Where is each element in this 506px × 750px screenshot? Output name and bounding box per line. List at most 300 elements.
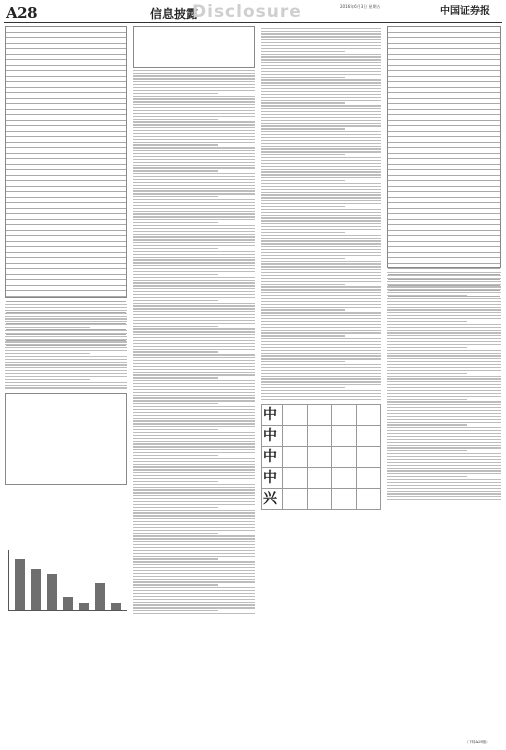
table-rows xyxy=(6,27,126,346)
text-line xyxy=(261,51,345,52)
text-line xyxy=(133,366,255,367)
text-line xyxy=(387,476,467,477)
text-line xyxy=(261,353,381,354)
text-line xyxy=(133,311,255,312)
text-line xyxy=(133,455,218,456)
stock-char: 中 xyxy=(263,406,277,423)
text-line xyxy=(261,177,381,178)
text-line xyxy=(261,169,381,170)
text-line xyxy=(5,382,127,383)
text-line xyxy=(133,144,218,145)
text-line xyxy=(261,384,381,385)
text-line xyxy=(133,268,255,269)
text-line xyxy=(261,192,381,193)
text-line xyxy=(261,373,381,374)
text-line xyxy=(133,446,255,447)
text-line xyxy=(387,327,501,328)
text-line xyxy=(5,359,127,360)
text-line xyxy=(387,445,501,446)
text-line xyxy=(261,36,381,37)
text-line xyxy=(133,121,255,122)
chart-bar xyxy=(95,583,105,610)
text-line xyxy=(261,289,381,290)
text-line xyxy=(133,101,255,102)
text-line xyxy=(133,228,255,229)
text-line xyxy=(133,469,255,470)
masthead-logo: 中国证券报 xyxy=(440,6,490,17)
text-line xyxy=(133,205,255,206)
text-line xyxy=(133,363,255,364)
text-line xyxy=(5,307,127,308)
text-line xyxy=(261,358,381,359)
text-line xyxy=(5,364,127,365)
text-line xyxy=(133,475,255,476)
text-line xyxy=(261,171,381,172)
text-line xyxy=(133,277,255,278)
text-line xyxy=(133,579,255,580)
text-line xyxy=(133,90,255,91)
text-line xyxy=(387,376,501,377)
text-line xyxy=(387,413,501,414)
text-line xyxy=(133,190,255,191)
text-line xyxy=(387,324,501,325)
text-line xyxy=(133,395,255,396)
text-line xyxy=(133,323,255,324)
text-line xyxy=(133,213,255,214)
text-line xyxy=(261,235,381,236)
text-line xyxy=(133,303,255,304)
text-line xyxy=(133,274,218,275)
text-line xyxy=(261,197,381,198)
text-line xyxy=(133,400,255,401)
text-line xyxy=(133,251,255,252)
text-line xyxy=(133,392,255,393)
text-line xyxy=(133,285,255,286)
text-line xyxy=(133,596,255,597)
table-cell xyxy=(283,425,308,446)
text-line xyxy=(133,432,255,433)
text-line xyxy=(133,584,218,585)
text-line xyxy=(261,77,345,78)
text-line xyxy=(261,111,381,112)
text-line xyxy=(133,297,255,298)
table-cell xyxy=(356,446,381,467)
text-line xyxy=(261,367,381,368)
text-line xyxy=(261,332,381,333)
text-line xyxy=(133,452,255,453)
text-line xyxy=(133,245,255,246)
text-line xyxy=(261,361,345,362)
text-line xyxy=(261,62,381,63)
text-line xyxy=(387,496,501,497)
table-cell xyxy=(283,404,308,425)
text-line xyxy=(133,515,255,516)
text-line xyxy=(133,188,255,189)
text-line xyxy=(133,349,255,350)
text-line xyxy=(387,272,501,273)
text-line xyxy=(133,518,255,519)
text-line xyxy=(387,295,467,296)
text-line xyxy=(261,209,381,210)
text-line xyxy=(133,415,255,416)
text-line xyxy=(261,381,381,382)
text-line xyxy=(387,427,501,428)
bar-chart xyxy=(8,550,127,611)
text-line xyxy=(261,206,345,207)
text-line xyxy=(387,284,501,285)
text-line xyxy=(133,507,218,508)
text-line xyxy=(261,39,381,40)
text-line xyxy=(133,389,255,390)
text-line xyxy=(5,344,127,345)
text-line xyxy=(133,481,218,482)
column-4 xyxy=(387,26,501,744)
text-line xyxy=(261,117,381,118)
text-line xyxy=(261,123,381,124)
text-line xyxy=(133,530,255,531)
text-line xyxy=(133,179,255,180)
text-line xyxy=(133,435,255,436)
text-line xyxy=(5,379,90,380)
text-line xyxy=(5,376,127,377)
continued-note: （下转A29版） xyxy=(465,740,490,744)
text-line xyxy=(261,232,345,233)
text-line xyxy=(133,380,255,381)
text-line xyxy=(133,334,255,335)
text-line xyxy=(261,183,381,184)
text-line xyxy=(261,286,381,287)
text-line xyxy=(261,307,381,308)
text-line xyxy=(133,314,255,315)
text-line xyxy=(387,378,501,379)
table-cell xyxy=(356,425,381,446)
text-line xyxy=(261,174,381,175)
text-line xyxy=(387,275,501,276)
text-line xyxy=(387,373,467,374)
text-line xyxy=(133,185,255,186)
text-line xyxy=(133,351,218,352)
text-line xyxy=(133,113,255,114)
section-title-en: Disclosure xyxy=(192,2,302,22)
text-line xyxy=(261,315,381,316)
text-line xyxy=(261,246,381,247)
text-line xyxy=(133,397,255,398)
text-line xyxy=(133,211,255,212)
text-line xyxy=(133,142,255,143)
text-line xyxy=(133,510,255,511)
text-line xyxy=(133,176,255,177)
text-line xyxy=(261,370,381,371)
text-line xyxy=(261,137,381,138)
text-line xyxy=(387,301,501,302)
table-cell xyxy=(307,467,332,488)
text-line xyxy=(261,223,381,224)
chart-bar xyxy=(111,603,121,610)
text-line xyxy=(387,479,501,480)
text-line xyxy=(133,337,255,338)
text-line xyxy=(133,602,255,603)
text-line xyxy=(133,162,255,163)
text-line xyxy=(133,262,255,263)
text-line xyxy=(387,422,501,423)
text-line xyxy=(133,489,255,490)
text-line xyxy=(387,350,501,351)
text-line xyxy=(133,81,255,82)
text-line xyxy=(5,353,90,354)
text-line xyxy=(261,105,381,106)
stock-char: 中 xyxy=(263,469,277,486)
page-number: A28 xyxy=(6,4,38,22)
text-line xyxy=(133,225,255,226)
text-line xyxy=(261,355,381,356)
text-line xyxy=(261,318,381,319)
text-line xyxy=(261,59,381,60)
text-line xyxy=(5,304,127,305)
text-line xyxy=(261,312,381,313)
table-row xyxy=(262,425,381,446)
table-cell xyxy=(356,488,381,509)
text-line xyxy=(261,344,381,345)
text-line xyxy=(133,248,218,249)
text-line xyxy=(133,357,255,358)
text-line xyxy=(261,120,381,121)
text-line xyxy=(261,324,381,325)
text-line xyxy=(133,208,255,209)
text-line xyxy=(261,240,381,241)
text-line xyxy=(387,347,467,348)
table-row xyxy=(262,446,381,467)
text-line xyxy=(261,157,381,158)
text-line xyxy=(261,387,345,388)
text-line xyxy=(261,160,381,161)
table-row xyxy=(262,488,381,509)
text-line xyxy=(387,436,501,437)
body-text xyxy=(133,70,255,615)
table-row xyxy=(262,404,381,425)
text-line xyxy=(133,553,255,554)
text-line xyxy=(387,338,501,339)
column-1 xyxy=(5,26,127,744)
text-line xyxy=(133,98,255,99)
text-line xyxy=(133,613,255,614)
text-line xyxy=(261,396,381,397)
text-line xyxy=(261,91,381,92)
text-line xyxy=(261,281,381,282)
text-line xyxy=(387,430,501,431)
text-line xyxy=(261,215,381,216)
text-line xyxy=(387,335,501,336)
text-line xyxy=(133,288,255,289)
text-line xyxy=(133,346,255,347)
text-line xyxy=(5,333,127,334)
text-line xyxy=(133,556,255,557)
text-line xyxy=(133,558,218,559)
text-line xyxy=(387,473,501,474)
text-line xyxy=(387,309,501,310)
text-line xyxy=(133,119,218,120)
text-line xyxy=(261,350,381,351)
text-line xyxy=(387,370,501,371)
text-line xyxy=(387,499,501,500)
text-line xyxy=(133,487,255,488)
text-line xyxy=(261,42,381,43)
text-line xyxy=(133,547,255,548)
text-line xyxy=(387,341,501,342)
chart-bar xyxy=(31,569,41,610)
text-line xyxy=(5,324,127,325)
text-line xyxy=(133,326,218,327)
page-header xyxy=(0,0,506,24)
text-line xyxy=(133,343,255,344)
text-line xyxy=(133,78,255,79)
text-line xyxy=(133,75,255,76)
text-line xyxy=(261,376,381,377)
text-line xyxy=(261,85,381,86)
text-line xyxy=(261,65,381,66)
text-line xyxy=(133,280,255,281)
text-line xyxy=(133,438,255,439)
text-line xyxy=(387,286,501,287)
text-line xyxy=(387,298,501,299)
text-line xyxy=(387,353,501,354)
text-line xyxy=(261,189,381,190)
text-line xyxy=(133,354,255,355)
text-line xyxy=(133,406,255,407)
text-line xyxy=(261,327,381,328)
stock-char: 中 xyxy=(263,427,277,444)
text-line xyxy=(133,331,255,332)
text-line xyxy=(133,202,255,203)
text-line xyxy=(261,330,381,331)
text-line xyxy=(387,318,501,319)
text-line xyxy=(261,399,381,400)
data-table-1 xyxy=(5,26,127,298)
text-line xyxy=(261,217,381,218)
text-line xyxy=(133,372,255,373)
text-line xyxy=(261,321,381,322)
text-line xyxy=(387,315,501,316)
text-line xyxy=(5,330,127,331)
text-line xyxy=(261,338,381,339)
text-line xyxy=(5,356,127,357)
text-line xyxy=(5,318,127,319)
table-cell xyxy=(356,404,381,425)
text-line xyxy=(387,482,501,483)
data-table-3 xyxy=(133,26,255,68)
text-line xyxy=(261,364,381,365)
chart-bar xyxy=(63,597,73,610)
text-line xyxy=(387,404,501,405)
text-line xyxy=(133,150,255,151)
text-line xyxy=(387,384,501,385)
text-line xyxy=(133,377,218,378)
text-line xyxy=(387,468,501,469)
text-line xyxy=(261,28,381,29)
text-line xyxy=(133,231,255,232)
text-line xyxy=(133,294,255,295)
text-line xyxy=(387,399,467,400)
text-line xyxy=(133,136,255,137)
text-line xyxy=(387,344,501,345)
stock-char: 兴 xyxy=(263,490,277,507)
text-line xyxy=(133,305,255,306)
text-line xyxy=(387,419,501,420)
text-line xyxy=(133,84,255,85)
text-line xyxy=(133,581,255,582)
text-line xyxy=(387,393,501,394)
text-line xyxy=(387,364,501,365)
text-line xyxy=(133,360,255,361)
text-line xyxy=(387,447,501,448)
text-line xyxy=(133,420,255,421)
text-line xyxy=(387,312,501,313)
text-line xyxy=(133,570,255,571)
section-title: 信息披露 xyxy=(150,7,199,21)
table-cell xyxy=(356,467,381,488)
text-line xyxy=(261,151,381,152)
text-line xyxy=(261,275,381,276)
text-line xyxy=(133,182,255,183)
table-cell xyxy=(283,488,308,509)
text-line xyxy=(387,390,501,391)
text-line xyxy=(261,94,381,95)
text-line xyxy=(133,441,255,442)
text-line xyxy=(387,387,501,388)
text-line xyxy=(387,453,501,454)
text-line xyxy=(261,79,381,80)
text-line xyxy=(261,284,345,285)
text-line xyxy=(5,313,127,314)
text-line xyxy=(387,381,501,382)
text-line xyxy=(133,104,255,105)
issue-date: 2016年6月3日 星期五 xyxy=(340,4,381,9)
text-line xyxy=(133,492,255,493)
text-line xyxy=(261,269,381,270)
text-line xyxy=(133,524,255,525)
text-line xyxy=(5,310,127,311)
text-line xyxy=(133,504,255,505)
text-line xyxy=(133,409,255,410)
text-line xyxy=(5,362,127,363)
text-line xyxy=(5,321,127,322)
body-text xyxy=(387,272,501,500)
text-line xyxy=(261,131,381,132)
text-line xyxy=(261,335,345,336)
text-line xyxy=(261,88,381,89)
text-line xyxy=(133,300,218,301)
text-line xyxy=(133,124,255,125)
text-line xyxy=(133,607,255,608)
text-line xyxy=(133,484,255,485)
table-cell xyxy=(332,488,357,509)
text-line xyxy=(133,466,255,467)
text-line xyxy=(261,304,381,305)
table-cell xyxy=(307,488,332,509)
text-line xyxy=(261,378,381,379)
text-line xyxy=(261,108,381,109)
text-line xyxy=(387,396,501,397)
text-line xyxy=(387,401,501,402)
text-line xyxy=(261,229,381,230)
text-line xyxy=(5,327,90,328)
text-line xyxy=(133,130,255,131)
text-line xyxy=(5,341,127,342)
text-line xyxy=(261,154,345,155)
text-line xyxy=(261,74,381,75)
text-line xyxy=(261,125,381,126)
text-line xyxy=(5,350,127,351)
text-line xyxy=(133,587,255,588)
